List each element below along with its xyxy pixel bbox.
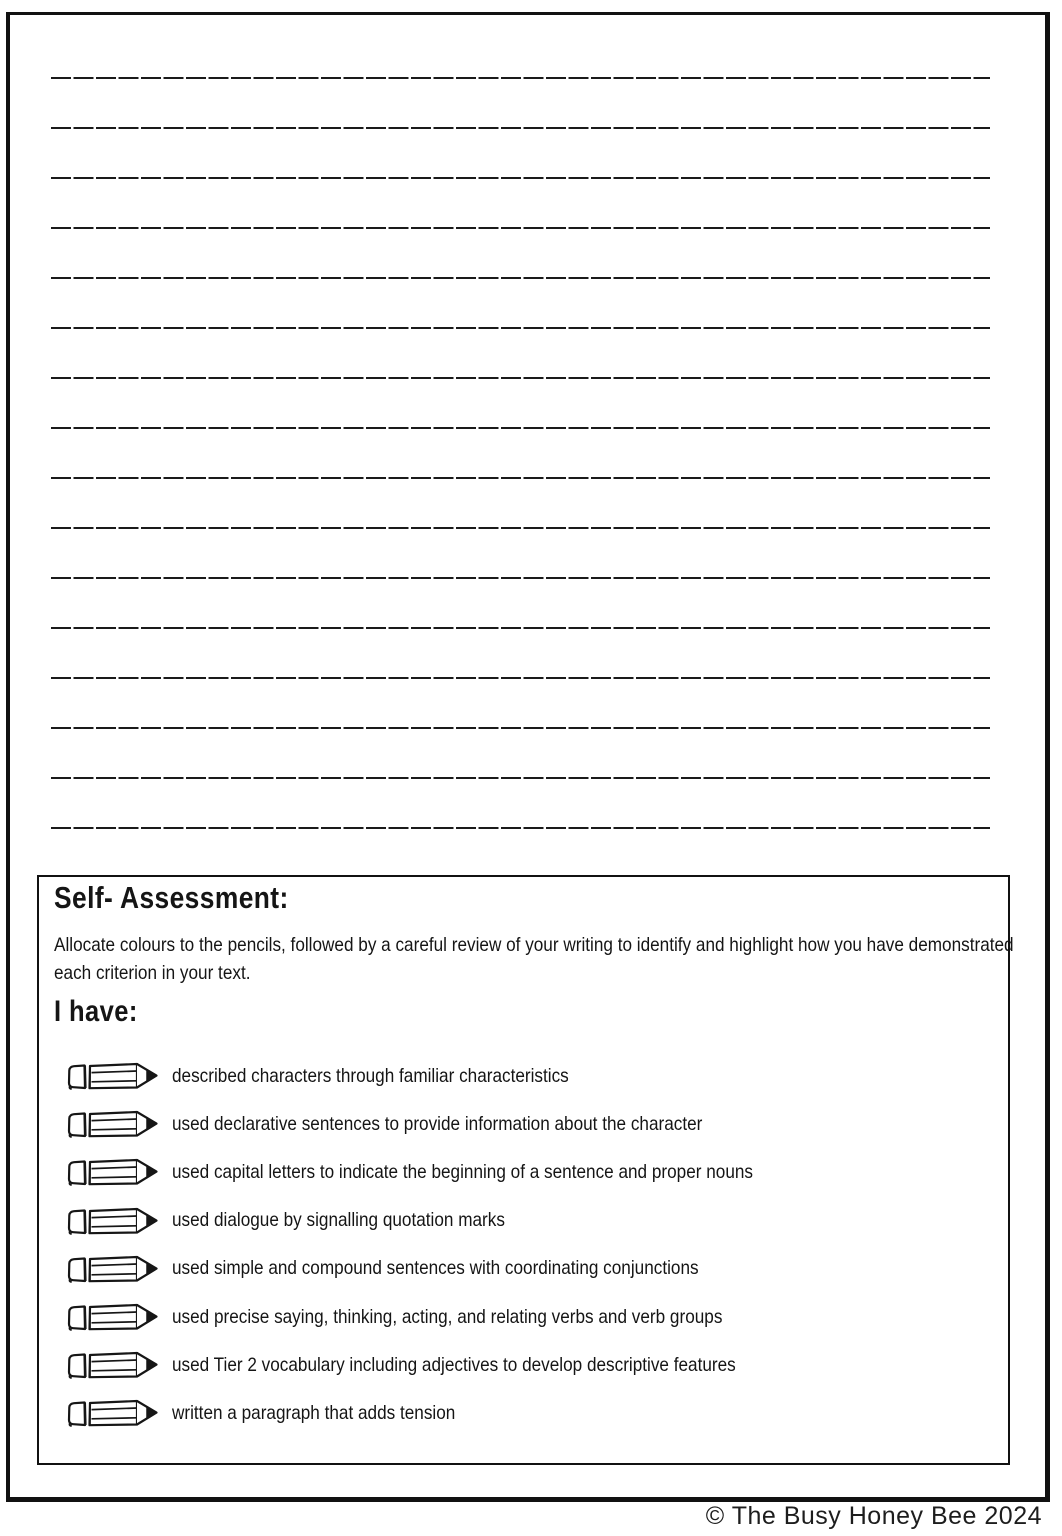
writing-line bbox=[51, 627, 990, 629]
pencil-icon bbox=[64, 1301, 160, 1333]
writing-line bbox=[51, 127, 990, 129]
pencil-icon bbox=[64, 1205, 160, 1237]
writing-line bbox=[51, 177, 990, 179]
writing-line bbox=[51, 727, 990, 729]
writing-lines-area bbox=[51, 77, 990, 837]
checklist-item-label: used simple and compound sentences with coordinating conjunctions bbox=[172, 1257, 699, 1280]
checklist-item bbox=[39, 1245, 1008, 1293]
copyright-notice: © The Busy Honey Bee 2024 bbox=[705, 1502, 1042, 1530]
checklist-item-label: used dialogue by signalling quotation marks bbox=[172, 1209, 505, 1232]
pencil-icon bbox=[64, 1397, 160, 1429]
checklist bbox=[39, 1052, 1008, 1438]
checklist-item-label: used capital letters to indicate the beginning of a sentence and proper nouns bbox=[172, 1160, 753, 1183]
writing-line bbox=[51, 677, 990, 679]
checklist-item bbox=[39, 1052, 1008, 1100]
checklist-item-label: written a paragraph that adds tension bbox=[172, 1401, 456, 1424]
writing-line bbox=[51, 777, 990, 779]
writing-line bbox=[51, 427, 990, 429]
checklist-item-label: used declarative sentences to provide information about the character bbox=[172, 1112, 703, 1135]
checklist-item bbox=[39, 1148, 1008, 1196]
pencil-icon bbox=[64, 1108, 160, 1140]
writing-line bbox=[51, 377, 990, 379]
writing-line bbox=[51, 827, 990, 829]
checklist-item bbox=[39, 1293, 1008, 1341]
checklist-item-label: used precise saying, thinking, acting, and relating verbs and verb groups bbox=[172, 1305, 723, 1328]
writing-line bbox=[51, 527, 990, 529]
writing-line bbox=[51, 77, 990, 79]
pencil-icon bbox=[64, 1253, 160, 1285]
self-assessment-title: Self- Assessment: bbox=[54, 880, 289, 915]
checklist-item bbox=[39, 1197, 1008, 1245]
writing-line bbox=[51, 327, 990, 329]
self-assessment-box bbox=[37, 875, 1014, 1465]
checklist-item bbox=[39, 1341, 1008, 1389]
checklist-item bbox=[39, 1389, 1008, 1437]
writing-line bbox=[51, 277, 990, 279]
writing-line bbox=[51, 577, 990, 579]
checklist-item-label: described characters through familiar characteristics bbox=[172, 1064, 569, 1087]
checklist-item bbox=[39, 1100, 1008, 1148]
pencil-icon bbox=[64, 1156, 160, 1188]
pencil-icon bbox=[64, 1060, 160, 1092]
writing-line bbox=[51, 227, 990, 229]
pencil-icon bbox=[64, 1349, 160, 1381]
i-have-heading: I have: bbox=[54, 995, 138, 1028]
writing-line bbox=[51, 477, 990, 479]
checklist-item-label: used Tier 2 vocabulary including adjectives to develop descriptive features bbox=[172, 1353, 736, 1376]
instructions-text: Allocate colours to the pencils, followed by a careful review of your writing to identify and highlight how you have demonstrated each criterion in your text. bbox=[54, 934, 1014, 984]
